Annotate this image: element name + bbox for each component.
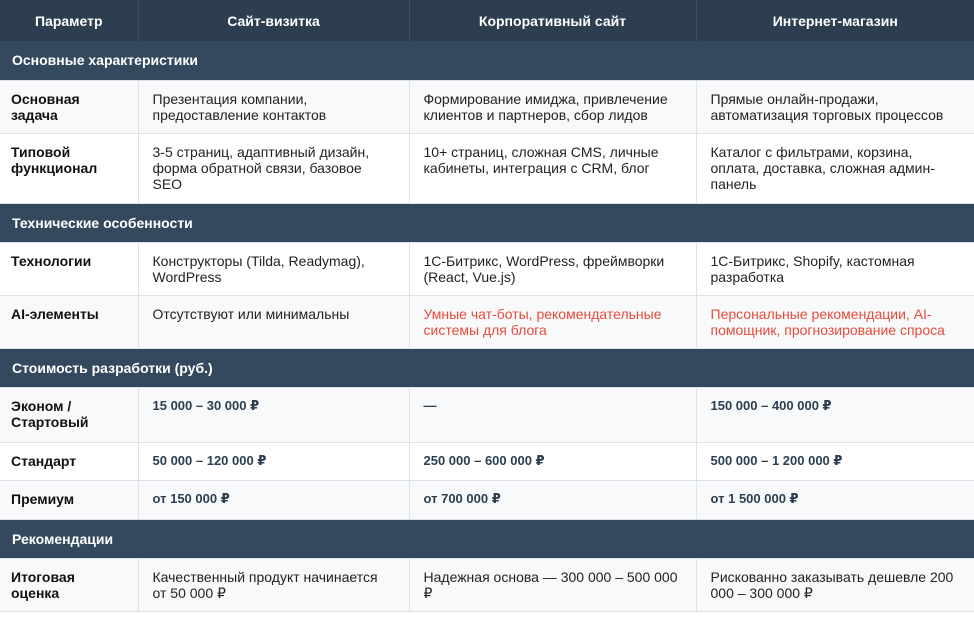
price-corporate: от 700 000 ₽ (409, 480, 696, 519)
table-row (0, 242, 974, 295)
table-header (0, 0, 974, 41)
row-label: Технологии (0, 242, 138, 295)
price-online-store: 150 000 – 400 000 ₽ (696, 387, 974, 442)
section-row-technical-features (0, 203, 974, 242)
table-row (0, 80, 974, 133)
cell-online-store: Каталог с фильтрами, корзина, оплата, доставка, сложная админ-панель (696, 133, 974, 203)
price-online-store: 500 000 – 1 200 000 ₽ (696, 442, 974, 480)
price-corporate: — (409, 387, 696, 442)
column-header-corporate-site: Корпоративный сайт (409, 0, 696, 41)
section-row-development-cost (0, 348, 974, 387)
price-corporate: 250 000 – 600 000 ₽ (409, 442, 696, 480)
section-title: Технические особенности (0, 203, 974, 242)
price-online-store: от 1 500 000 ₽ (696, 480, 974, 519)
cell-online-store: Прямые онлайн-продажи, автоматизация торговых процессов (696, 80, 974, 133)
cell-business-card: Конструкторы (Tilda, Readymag), WordPress (138, 242, 409, 295)
table-row (0, 133, 974, 203)
table-row (0, 295, 974, 348)
price-business-card: 15 000 – 30 000 ₽ (138, 387, 409, 442)
row-label: Премиум (0, 480, 138, 519)
section-row-recommendations (0, 519, 974, 558)
cell-online-store: Рискованно заказывать дешевле 200 000 – 300 000 ₽ (696, 558, 974, 611)
cell-corporate: 1С-Битрикс, WordPress, фреймворки (React, Vue.js) (409, 242, 696, 295)
column-header-business-card-site: Сайт-визитка (138, 0, 409, 41)
cell-corporate: Формирование имиджа, привлечение клиентов и партнеров, сбор лидов (409, 80, 696, 133)
table-row (0, 558, 974, 611)
cell-corporate-ai-highlight: Умные чат-боты, рекомендательные системы для блога (409, 295, 696, 348)
cell-business-card: Качественный продукт начинается от 50 000 ₽ (138, 558, 409, 611)
cell-corporate: Надежная основа — 300 000 – 500 000 ₽ (409, 558, 696, 611)
price-business-card: от 150 000 ₽ (138, 480, 409, 519)
cell-business-card: Презентация компании, предоставление контактов (138, 80, 409, 133)
section-title: Основные характеристики (0, 41, 974, 80)
column-header-parameter: Параметр (0, 0, 138, 41)
cell-online-store: 1С-Битрикс, Shopify, кастомная разработка (696, 242, 974, 295)
cell-online-store-ai-highlight: Персональные рекомендации, AI-помощник, прогнозирование спроса (696, 295, 974, 348)
price-business-card: 50 000 – 120 000 ₽ (138, 442, 409, 480)
table-row (0, 442, 974, 480)
section-title: Стоимость разработки (руб.) (0, 348, 974, 387)
row-label: AI-элементы (0, 295, 138, 348)
cell-business-card: 3-5 страниц, адаптивный дизайн, форма обратной связи, базовое SEO (138, 133, 409, 203)
section-row-main-characteristics (0, 41, 974, 80)
section-title: Рекомендации (0, 519, 974, 558)
row-label: Стандарт (0, 442, 138, 480)
row-label: Типовой функционал (0, 133, 138, 203)
row-label: Эконом / Стартовый (0, 387, 138, 442)
cell-corporate: 10+ страниц, сложная CMS, личные кабинеты, интеграция с CRM, блог (409, 133, 696, 203)
row-label: Итоговая оценка (0, 558, 138, 611)
table-row (0, 480, 974, 519)
column-header-online-store: Интернет-магазин (696, 0, 974, 41)
cell-business-card: Отсутствуют или минимальны (138, 295, 409, 348)
table-row (0, 387, 974, 442)
row-label: Основная задача (0, 80, 138, 133)
